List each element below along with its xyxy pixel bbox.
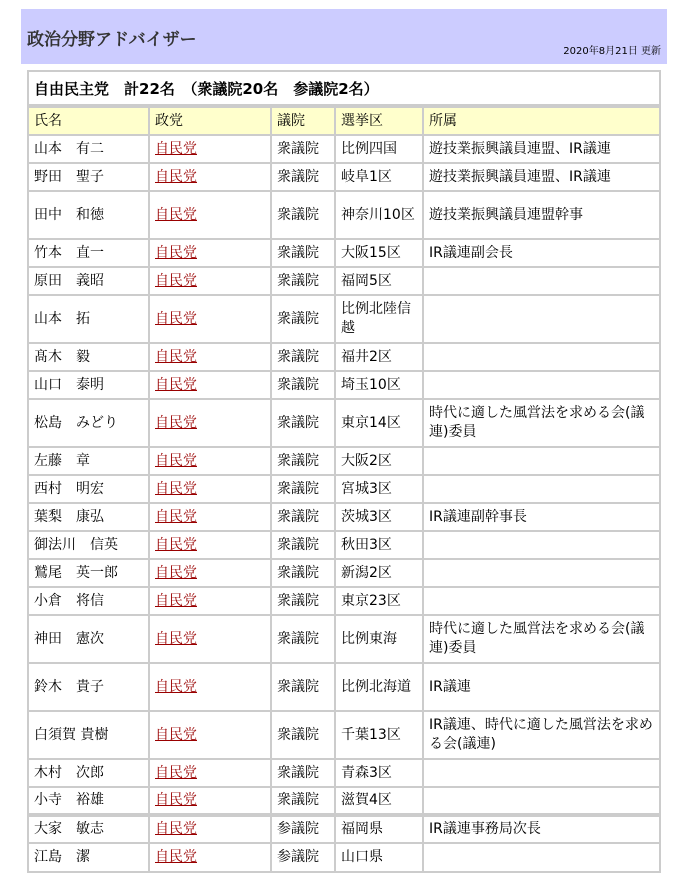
member-party-link-cell	[149, 475, 271, 503]
member-name: 大家 敏志	[34, 821, 104, 837]
member-house: 衆議院	[277, 764, 319, 781]
member-party-link-cell	[149, 587, 271, 615]
member-house-cell	[271, 399, 335, 447]
table-row	[29, 587, 659, 615]
member-party-link[interactable]: 自民党	[155, 726, 197, 743]
member-party-link[interactable]: 自民党	[155, 414, 197, 431]
member-name: 山口 泰明	[34, 376, 104, 393]
member-name-cell	[29, 191, 149, 239]
member-name-cell	[29, 615, 149, 663]
member-party-link-cell	[149, 295, 271, 343]
member-district-cell	[335, 615, 423, 663]
member-house-cell	[271, 343, 335, 371]
member-name: 左藤 章	[34, 452, 90, 469]
member-house-cell	[271, 663, 335, 711]
member-district-cell	[335, 371, 423, 399]
member-district-cell	[335, 787, 423, 815]
member-district-cell	[335, 191, 423, 239]
member-name: 白須賀 貴樹	[34, 726, 109, 743]
member-name: 松島 みどり	[34, 414, 118, 431]
member-house: 衆議院	[277, 168, 319, 185]
member-name: 御法川 信英	[34, 536, 118, 553]
member-name-cell	[29, 663, 149, 711]
member-affiliation-cell	[423, 239, 659, 267]
member-name-cell	[29, 587, 149, 615]
member-affiliation-cell	[423, 343, 659, 371]
member-party-link[interactable]: 自民党	[155, 272, 197, 289]
member-house-cell	[271, 135, 335, 163]
table-row	[29, 815, 659, 843]
member-party-link-cell	[149, 615, 271, 663]
member-district-cell	[335, 239, 423, 267]
page-title: 政治分野アドバイザー	[27, 30, 197, 50]
member-party-link[interactable]: 自民党	[155, 508, 197, 525]
member-affiliation-cell	[423, 163, 659, 191]
table-row	[29, 343, 659, 371]
member-district: 千葉13区	[341, 726, 401, 743]
member-affiliation-cell	[423, 267, 659, 295]
member-district-cell	[335, 711, 423, 759]
member-party-link-cell	[149, 399, 271, 447]
member-house: 参議院	[277, 849, 319, 865]
member-district-cell	[335, 531, 423, 559]
table-row	[29, 787, 659, 815]
member-house: 衆議院	[277, 376, 319, 393]
member-party-link-cell	[149, 759, 271, 787]
member-party-link[interactable]: 自民党	[155, 678, 197, 695]
member-district: 秋田3区	[341, 536, 392, 553]
table-row	[29, 447, 659, 475]
member-party-link[interactable]: 自民党	[155, 376, 197, 393]
member-affiliation: 時代に適した風営法を求める会(議連)委員	[429, 405, 645, 440]
member-district-cell	[335, 267, 423, 295]
member-house-cell	[271, 503, 335, 531]
member-affiliation-cell	[423, 503, 659, 531]
member-name: 小寺 裕雄	[34, 792, 104, 808]
member-district: 新潟2区	[341, 564, 392, 581]
member-name-cell	[29, 239, 149, 267]
member-name-cell	[29, 759, 149, 787]
member-party-link-cell	[149, 663, 271, 711]
member-name-cell	[29, 399, 149, 447]
member-district: 大阪2区	[341, 452, 392, 469]
member-district-cell	[335, 843, 423, 871]
member-district: 宮城3区	[341, 480, 392, 497]
member-name: 山本 有二	[34, 140, 104, 157]
member-district-cell	[335, 815, 423, 843]
table-row	[29, 559, 659, 587]
member-party-link-cell	[149, 559, 271, 587]
member-name: 原田 義昭	[34, 272, 104, 289]
member-district-cell	[335, 587, 423, 615]
member-house-cell	[271, 447, 335, 475]
member-name-cell	[29, 843, 149, 871]
member-name: 田中 和徳	[34, 206, 104, 223]
column-header-house: 議院	[271, 107, 335, 135]
member-affiliation-cell	[423, 295, 659, 343]
member-name-cell	[29, 475, 149, 503]
member-affiliation-cell	[423, 559, 659, 587]
table-row	[29, 191, 659, 239]
member-district: 比例東海	[341, 630, 397, 647]
member-name-cell	[29, 295, 149, 343]
member-affiliation-cell	[423, 447, 659, 475]
member-name: 野田 聖子	[34, 168, 104, 185]
member-name: 西村 明宏	[34, 480, 104, 497]
member-affiliation-cell	[423, 815, 659, 843]
member-district-cell	[335, 399, 423, 447]
member-name-cell	[29, 503, 149, 531]
member-affiliation-cell	[423, 843, 659, 871]
member-party-link-cell	[149, 267, 271, 295]
column-header-district: 選挙区	[335, 107, 423, 135]
member-name: 竹本 直一	[34, 244, 104, 261]
member-name-cell	[29, 163, 149, 191]
member-house: 衆議院	[277, 452, 319, 469]
member-affiliation-cell	[423, 711, 659, 759]
member-district: 埼玉10区	[341, 376, 401, 393]
column-header-name: 氏名	[29, 107, 149, 135]
member-house: 衆議院	[277, 592, 319, 609]
member-party-link-cell	[149, 163, 271, 191]
member-name: 木村 次郎	[34, 764, 104, 781]
member-affiliation: 時代に適した風営法を求める会(議連)委員	[429, 621, 645, 656]
member-affiliation-cell	[423, 399, 659, 447]
member-house: 衆議院	[277, 564, 319, 581]
member-district: 比例北海道	[341, 678, 411, 695]
member-name-cell	[29, 815, 149, 843]
table-row	[29, 135, 659, 163]
updated-date: 2020年8月21日 更新	[563, 46, 661, 57]
member-house: 衆議院	[277, 310, 319, 327]
member-affiliation: IR議連、時代に適した風営法を求める会(議連)	[429, 717, 653, 752]
member-affiliation-cell	[423, 663, 659, 711]
member-name-cell	[29, 711, 149, 759]
member-affiliation-cell	[423, 371, 659, 399]
member-house-cell	[271, 843, 335, 871]
member-district: 比例四国	[341, 140, 397, 157]
member-name-cell	[29, 343, 149, 371]
table-row	[29, 615, 659, 663]
member-house: 衆議院	[277, 508, 319, 525]
member-name-cell	[29, 559, 149, 587]
member-party-link[interactable]: 自民党	[155, 348, 197, 365]
member-table	[29, 106, 659, 871]
member-name-cell	[29, 135, 149, 163]
member-house: 衆議院	[277, 140, 319, 157]
member-party-link[interactable]: 自民党	[155, 480, 197, 497]
member-house-cell	[271, 615, 335, 663]
member-party-link-cell	[149, 343, 271, 371]
member-district: 比例北陸信越	[341, 301, 411, 336]
member-name: 神田 憲次	[34, 630, 104, 647]
party-group-title: 自由民主党 計22名 （衆議院20名 参議院2名）	[29, 72, 659, 106]
member-party-link[interactable]: 自民党	[155, 310, 197, 327]
member-house-cell	[271, 267, 335, 295]
member-district-cell	[335, 295, 423, 343]
member-house-cell	[271, 475, 335, 503]
table-row	[29, 239, 659, 267]
member-party-link[interactable]: 自民党	[155, 536, 197, 553]
member-name: 小倉 将信	[34, 592, 104, 609]
column-header-affiliation: 所属	[423, 107, 659, 135]
member-party-link[interactable]: 自民党	[155, 168, 197, 185]
member-house: 衆議院	[277, 480, 319, 497]
member-party-link-cell	[149, 371, 271, 399]
member-party-link[interactable]: 自民党	[155, 564, 197, 581]
member-affiliation-cell	[423, 191, 659, 239]
member-district-cell	[335, 135, 423, 163]
member-affiliation-cell	[423, 135, 659, 163]
member-house: 参議院	[277, 821, 319, 837]
member-party-link[interactable]: 自民党	[155, 764, 197, 781]
member-house: 衆議院	[277, 206, 319, 223]
member-district: 青森3区	[341, 764, 392, 781]
member-party-link[interactable]: 自民党	[155, 849, 197, 865]
member-name-cell	[29, 447, 149, 475]
member-name-cell	[29, 371, 149, 399]
member-district-cell	[335, 475, 423, 503]
table-header-row	[29, 107, 659, 135]
member-name: 鈴木 貴子	[34, 678, 104, 695]
table-row	[29, 371, 659, 399]
table-row	[29, 399, 659, 447]
member-house: 衆議院	[277, 536, 319, 553]
member-party-link-cell	[149, 711, 271, 759]
member-affiliation: IR議連事務局次長	[429, 821, 541, 837]
member-affiliation: IR議連	[429, 678, 471, 695]
member-affiliation: IR議連副幹事長	[429, 508, 527, 525]
member-affiliation: 遊技業振興議員連盟幹事	[429, 206, 583, 223]
member-party-link-cell	[149, 447, 271, 475]
member-house-cell	[271, 587, 335, 615]
member-affiliation-cell	[423, 787, 659, 815]
member-district-cell	[335, 447, 423, 475]
member-house: 衆議院	[277, 348, 319, 365]
member-district: 東京14区	[341, 414, 401, 431]
member-district-cell	[335, 343, 423, 371]
member-house-cell	[271, 759, 335, 787]
table-row	[29, 531, 659, 559]
page-header	[21, 9, 667, 64]
member-affiliation: 遊技業振興議員連盟、IR議連	[429, 168, 611, 185]
member-district: 東京23区	[341, 592, 401, 609]
member-party-link-cell	[149, 191, 271, 239]
member-house-cell	[271, 559, 335, 587]
member-party-link-cell	[149, 503, 271, 531]
member-party-link-cell	[149, 135, 271, 163]
member-house: 衆議院	[277, 792, 319, 808]
member-house: 衆議院	[277, 678, 319, 695]
member-district: 神奈川10区	[341, 206, 415, 223]
member-party-link[interactable]: 自民党	[155, 140, 197, 157]
member-district-cell	[335, 759, 423, 787]
member-district-cell	[335, 663, 423, 711]
table-row	[29, 267, 659, 295]
member-affiliation-cell	[423, 759, 659, 787]
member-district: 福岡5区	[341, 272, 392, 289]
member-district: 福井2区	[341, 348, 392, 365]
member-party-link-cell	[149, 843, 271, 871]
member-party-link[interactable]: 自民党	[155, 452, 197, 469]
member-party-link[interactable]: 自民党	[155, 244, 197, 261]
member-party-link-cell	[149, 787, 271, 815]
member-house-cell	[271, 531, 335, 559]
member-affiliation: 遊技業振興議員連盟、IR議連	[429, 140, 611, 157]
member-house: 衆議院	[277, 244, 319, 261]
member-name: 山本 拓	[34, 310, 90, 327]
member-party-link[interactable]: 自民党	[155, 792, 197, 808]
member-affiliation-cell	[423, 531, 659, 559]
member-name: 江島 潔	[34, 849, 90, 865]
table-row	[29, 711, 659, 759]
member-district: 岐阜1区	[341, 168, 392, 185]
member-affiliation: IR議連副会長	[429, 244, 513, 261]
member-name: 葉梨 康弘	[34, 508, 104, 525]
member-affiliation-cell	[423, 475, 659, 503]
member-district-cell	[335, 503, 423, 531]
table-row	[29, 475, 659, 503]
member-party-link[interactable]: 自民党	[155, 630, 197, 647]
member-name-cell	[29, 787, 149, 815]
table-row	[29, 759, 659, 787]
member-district: 大阪15区	[341, 244, 401, 261]
member-house-cell	[271, 295, 335, 343]
member-district: 茨城3区	[341, 508, 392, 525]
member-party-link[interactable]: 自民党	[155, 821, 197, 837]
member-house-cell	[271, 239, 335, 267]
table-row	[29, 295, 659, 343]
member-district-cell	[335, 163, 423, 191]
member-house: 衆議院	[277, 726, 319, 743]
member-house: 衆議院	[277, 630, 319, 647]
column-header-party: 政党	[149, 107, 271, 135]
member-party-link[interactable]: 自民党	[155, 592, 197, 609]
member-district: 山口県	[341, 849, 383, 865]
member-name-cell	[29, 531, 149, 559]
table-row	[29, 503, 659, 531]
table-row	[29, 663, 659, 711]
member-party-link-cell	[149, 815, 271, 843]
table-row	[29, 843, 659, 871]
member-house-cell	[271, 163, 335, 191]
member-house-cell	[271, 787, 335, 815]
member-name-cell	[29, 267, 149, 295]
member-house-cell	[271, 371, 335, 399]
member-party-link-cell	[149, 531, 271, 559]
member-district: 福岡県	[341, 821, 383, 837]
member-party-link-cell	[149, 239, 271, 267]
member-party-link[interactable]: 自民党	[155, 206, 197, 223]
member-district-cell	[335, 559, 423, 587]
member-house: 衆議院	[277, 414, 319, 431]
member-house-cell	[271, 815, 335, 843]
member-affiliation-cell	[423, 587, 659, 615]
member-name: 髙木 毅	[34, 348, 90, 365]
member-house-cell	[271, 191, 335, 239]
table-row	[29, 163, 659, 191]
member-name: 鷲尾 英一郎	[34, 564, 118, 581]
member-affiliation-cell	[423, 615, 659, 663]
member-house-cell	[271, 711, 335, 759]
party-member-table-container	[27, 70, 661, 873]
member-district: 滋賀4区	[341, 792, 392, 808]
member-house: 衆議院	[277, 272, 319, 289]
